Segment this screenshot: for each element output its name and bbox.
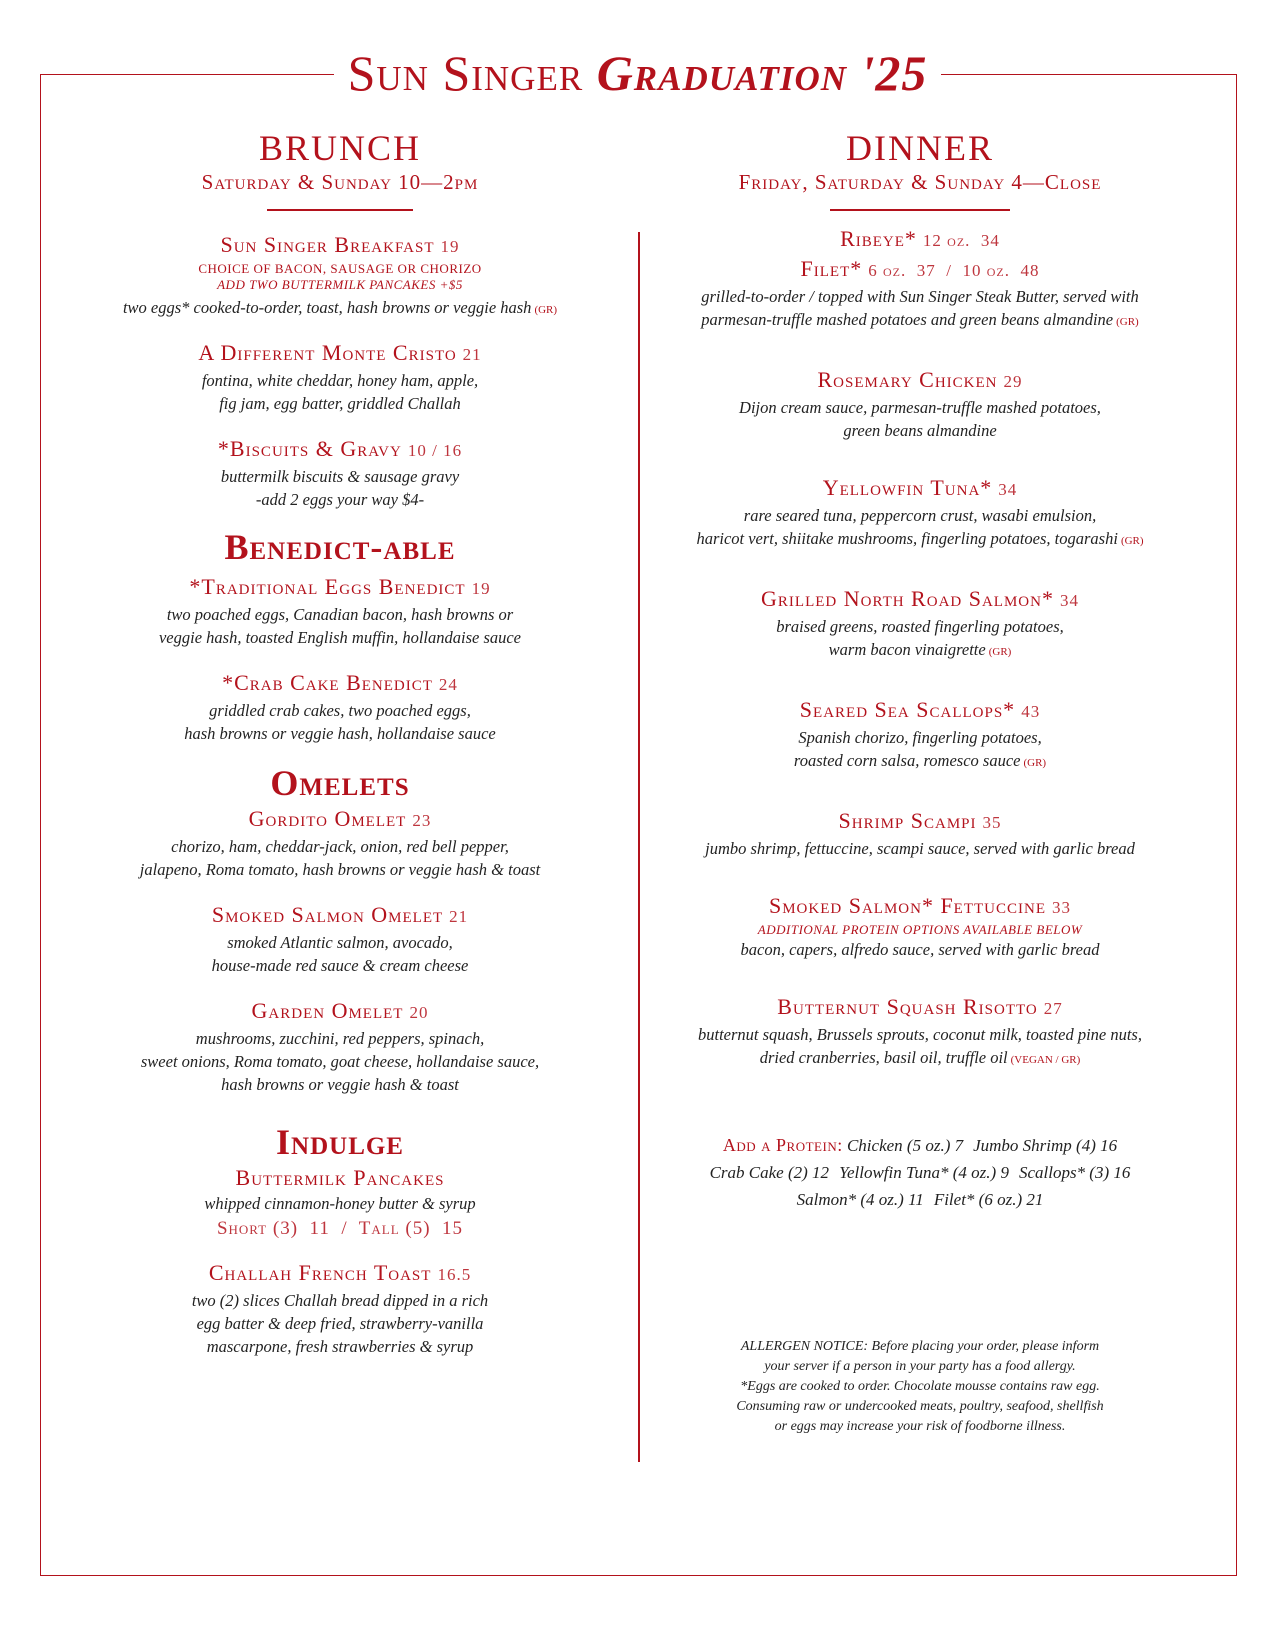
item-desc: smoked Atlantic salmon, avocado,	[227, 933, 453, 952]
pancake-sizes: Short (3) 11 / Tall (5) 15	[216, 1218, 464, 1239]
item-desc: butternut squash, Brussels sprouts, coconut milk, toasted pine nuts,	[698, 1025, 1142, 1044]
item-name: Yellowfin Tuna*	[822, 475, 993, 500]
title-part2: Graduation '25	[596, 45, 928, 101]
item-price: 19	[440, 237, 460, 256]
item-price: 35	[982, 813, 1002, 832]
item-price: 21	[462, 345, 482, 364]
item-name: Buttermilk Pancakes	[235, 1165, 445, 1190]
page-title	[334, 38, 942, 108]
menu-item	[660, 225, 1180, 334]
header	[0, 38, 1275, 108]
item-name: Smoked Salmon Omelet	[211, 902, 444, 927]
item-desc: two poached eggs, Canadian bacon, hash browns or	[166, 605, 514, 624]
menu-item	[90, 1164, 590, 1243]
item-desc: sweet onions, Roma tomato, goat cheese, hollandaise sauce,	[140, 1052, 540, 1071]
item-name: *Crab Cake Benedict	[222, 670, 433, 695]
item-price: 19	[471, 579, 491, 598]
diet-tag: (GR)	[1023, 757, 1047, 769]
protein-option: Yellowfin Tuna* (4 oz.) 9	[839, 1163, 1009, 1182]
menu-item	[660, 892, 1180, 961]
menu-item	[660, 585, 1180, 664]
item-desc: rare seared tuna, peppercorn crust, wasabi emulsion,	[743, 506, 1097, 525]
menu-item	[660, 474, 1180, 553]
item-name: Gordito Omelet	[248, 806, 407, 831]
item-desc: roasted corn salsa, romesco sauce	[793, 751, 1021, 770]
item-desc: -add 2 eggs your way $4-	[255, 490, 425, 509]
item-desc: parmesan-truffle mashed potatoes and green beans almandine	[701, 310, 1114, 329]
dinner-column	[660, 128, 1180, 1437]
menu-item	[660, 696, 1180, 775]
title-part1: Sun Singer	[347, 45, 584, 101]
item-name: A Different Monte Cristo	[198, 340, 457, 365]
protein-option: Jumbo Shrimp (4) 16	[973, 1136, 1118, 1155]
item-desc: braised greens, roasted fingerling potatoes,	[776, 617, 1064, 636]
menu-item	[660, 993, 1180, 1072]
item-desc: mascarpone, fresh strawberries & syrup	[206, 1337, 474, 1356]
protein-option: Crab Cake (2) 12	[709, 1163, 830, 1182]
brunch-rule	[267, 209, 413, 211]
item-desc: dried cranberries, basil oil, truffle oil	[759, 1048, 1008, 1067]
item-name: Butternut Squash Risotto	[777, 994, 1038, 1019]
item-name: Shrimp Scampi	[838, 808, 977, 833]
item-price: 34	[1059, 591, 1079, 610]
item-desc: chorizo, ham, cheddar-jack, onion, red bell pepper,	[171, 837, 509, 856]
item-note: CHOICE OF BACON, SAUSAGE OR CHORIZO	[198, 261, 482, 276]
menu-item	[90, 435, 590, 511]
item-desc: fig jam, egg batter, griddled Challah	[219, 394, 461, 413]
item-name: *Biscuits & Gravy	[217, 436, 402, 461]
item-name: Challah French Toast	[208, 1260, 432, 1285]
diet-tag: (GR)	[1120, 535, 1144, 547]
item-desc: grilled-to-order / topped with Sun Singer Steak Butter, served with	[701, 287, 1139, 306]
item-desc: hash browns or veggie hash, hollandaise sauce	[184, 724, 496, 743]
brunch-hours: Saturday & Sunday 10—2pm	[201, 170, 479, 194]
item-price: 21	[449, 907, 469, 926]
item-price: 29	[1003, 372, 1023, 391]
item-note: ADDITIONAL PROTEIN OPTIONS AVAILABLE BELOW	[757, 922, 1083, 937]
item-price: 10 / 16	[407, 441, 463, 460]
diet-tag: (GR)	[534, 304, 558, 316]
item-name: *Traditional Eggs Benedict	[189, 574, 466, 599]
menu-item	[90, 339, 590, 415]
item-desc: jumbo shrimp, fettuccine, scampi sauce, served with garlic bread	[705, 839, 1135, 858]
diet-tag: (GR)	[1116, 316, 1139, 328]
menu-item	[660, 807, 1180, 860]
allergen-notice	[660, 1337, 1180, 1437]
item-desc: green beans almandine	[843, 421, 997, 440]
menu-item	[90, 573, 590, 649]
menu-item	[90, 805, 590, 881]
item-name: Garden Omelet	[251, 998, 404, 1023]
omelets-heading: Omelets	[270, 763, 410, 803]
item-desc: hash browns or veggie hash & toast	[221, 1075, 459, 1094]
diet-tag: (GR)	[988, 646, 1012, 658]
item-desc: warm bacon vinaigrette	[828, 640, 986, 659]
item-price: 20	[409, 1003, 429, 1022]
item-note: ADD TWO BUTTERMILK PANCAKES +$5	[217, 277, 463, 292]
dinner-heading: DINNER	[846, 128, 994, 168]
item-name: Smoked Salmon* Fettuccine	[768, 893, 1047, 918]
protein-option: Scallops* (3) 16	[1018, 1163, 1131, 1182]
menu-item	[90, 1259, 590, 1358]
item-price: 23	[412, 811, 432, 830]
item-desc: Dijon cream sauce, parmesan-truffle mashed potatoes,	[739, 398, 1101, 417]
allergen-line: or eggs may increase your risk of foodborne illness.	[774, 1419, 1066, 1434]
item-desc: bacon, capers, alfredo sauce, served with garlic bread	[740, 940, 1100, 959]
item-price: 33	[1052, 898, 1072, 917]
item-price: 43	[1021, 702, 1041, 721]
allergen-line: your server if a person in your party has a food allergy.	[764, 1359, 1076, 1374]
menu-item	[90, 997, 590, 1096]
menu-item	[90, 901, 590, 977]
item-price: 24	[438, 675, 458, 694]
protein-option: Salmon* (4 oz.) 11	[796, 1190, 924, 1209]
item-desc: buttermilk biscuits & sausage gravy	[220, 467, 460, 486]
menu-item	[90, 669, 590, 745]
item-desc: egg batter & deep fried, strawberry-vanilla	[196, 1314, 484, 1333]
item-desc: Spanish chorizo, fingerling potatoes,	[798, 728, 1042, 747]
add-protein-label: Add a Protein:	[722, 1135, 843, 1155]
allergen-line: ALLERGEN NOTICE: Before placing your order, please inform	[740, 1339, 1100, 1354]
column-divider	[638, 232, 640, 1462]
item-price: 34	[998, 480, 1018, 499]
item-desc: jalapeno, Roma tomato, hash browns or veggie hash & toast	[139, 860, 541, 879]
item-name: Sun Singer Breakfast	[220, 232, 435, 257]
item-desc: mushrooms, zucchini, red peppers, spinach,	[195, 1029, 485, 1048]
dinner-hours: Friday, Saturday & Sunday 4—Close	[738, 170, 1102, 194]
item-desc: haricot vert, shiitake mushrooms, fingerling potatoes, togarashi	[696, 529, 1118, 548]
item-desc: two (2) slices Challah bread dipped in a rich	[191, 1291, 489, 1310]
menu-item	[90, 231, 590, 322]
allergen-line: *Eggs are cooked to order. Chocolate mousse contains raw egg.	[740, 1379, 1100, 1394]
item-desc: two eggs* cooked-to-order, toast, hash browns or veggie hash	[122, 298, 532, 317]
menu-item	[660, 366, 1180, 442]
item-desc: house-made red sauce & cream cheese	[211, 956, 469, 975]
item-desc: whipped cinnamon-honey butter & syrup	[204, 1194, 476, 1213]
diet-tag: (VEGAN / GR)	[1010, 1054, 1081, 1066]
brunch-heading: BRUNCH	[258, 128, 422, 168]
item-name: Grilled North Road Salmon*	[761, 586, 1054, 611]
item-price: 16.5	[437, 1265, 472, 1284]
dinner-rule	[830, 209, 1010, 211]
protein-option: Filet* (6 oz.) 21	[933, 1190, 1044, 1209]
protein-option: Chicken (5 oz.) 7	[846, 1136, 964, 1155]
brunch-column	[90, 128, 590, 1358]
item-name: Seared Sea Scallops*	[799, 697, 1016, 722]
item-price: 12 oz. 34	[922, 231, 1000, 250]
add-protein-block	[660, 1132, 1180, 1213]
item-desc: griddled crab cakes, two poached eggs,	[209, 701, 471, 720]
item-desc: fontina, white cheddar, honey ham, apple,	[201, 371, 479, 390]
allergen-line: Consuming raw or undercooked meats, poultry, seafood, shellfish	[736, 1399, 1104, 1414]
item-name: Rosemary Chicken	[817, 367, 998, 392]
item-name: Filet*	[800, 256, 863, 281]
benedict-heading: Benedict-able	[224, 527, 456, 567]
item-name: Ribeye*	[840, 226, 917, 251]
item-price: 27	[1043, 999, 1063, 1018]
item-desc: veggie hash, toasted English muffin, hollandaise sauce	[158, 628, 522, 647]
indulge-heading: Indulge	[276, 1122, 404, 1162]
item-price: 6 oz. 37 / 10 oz. 48	[868, 261, 1040, 280]
